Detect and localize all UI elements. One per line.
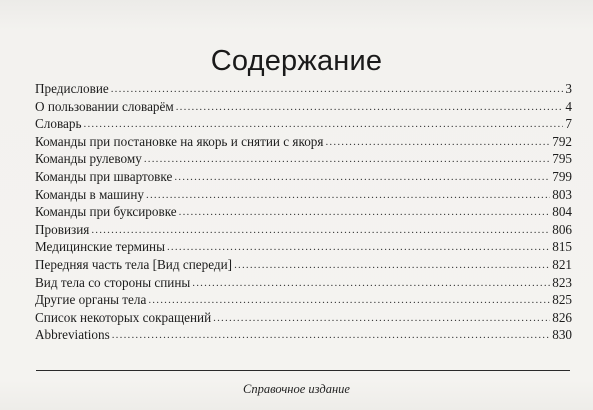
toc-entry-page-number: 826 — [552, 309, 572, 325]
toc-dot-leader — [234, 257, 550, 275]
toc-dot-leader — [84, 116, 564, 134]
toc-entry-title: Медицинские термины — [35, 239, 165, 255]
toc-entry-title: Словарь — [35, 116, 82, 132]
toc-entry-title: О пользовании словарём — [35, 98, 174, 114]
toc-entry-page-number: 804 — [552, 204, 572, 220]
toc-entry-page-number: 4 — [565, 98, 572, 114]
toc-entry-title: Предисловие — [35, 81, 109, 96]
toc-entry-title: Список некоторых сокращений — [35, 309, 212, 325]
toc-dot-leader — [192, 275, 550, 293]
toc-entry-page-number: 830 — [552, 327, 572, 343]
toc-entry — [35, 238, 572, 256]
toc-entry — [35, 256, 572, 274]
footer-imprint: Справочное издание — [243, 382, 350, 396]
toc-entry — [35, 80, 572, 98]
toc-entry-title: Команды при буксировке — [35, 204, 177, 220]
toc-entry-page-number: 795 — [552, 151, 572, 167]
toc-entry-page-number: 3 — [565, 81, 572, 96]
toc-entry-page-number: 815 — [552, 239, 572, 255]
toc-entry — [35, 326, 572, 344]
toc-entry — [35, 186, 572, 204]
toc-entry-title: Другие органы тела — [35, 292, 147, 308]
toc-entry-page-number: 821 — [552, 256, 572, 272]
toc-dot-leader — [112, 327, 551, 345]
toc-entry — [35, 203, 572, 221]
toc-entry — [35, 150, 572, 168]
toc-dot-leader — [146, 187, 550, 205]
toc-entry — [35, 98, 572, 116]
toc-dot-leader — [167, 239, 550, 257]
toc-entry — [35, 168, 572, 186]
toc-dot-leader — [213, 310, 550, 328]
toc-entry-title: Команды при постановке на якорь и снятии с якоря — [35, 133, 324, 149]
toc-entry-page-number: 7 — [565, 116, 572, 132]
toc-entry — [35, 133, 572, 151]
toc-dot-leader — [111, 81, 564, 99]
toc-dot-leader — [148, 292, 550, 310]
toc-entry-page-number: 823 — [552, 274, 572, 290]
footer-divider — [36, 370, 570, 371]
toc-entry-title: Команды рулевому — [35, 151, 142, 167]
toc-dot-leader — [176, 99, 564, 117]
toc-entry — [35, 291, 572, 309]
toc-entry-title: Провизия — [35, 221, 90, 237]
toc-entry-page-number: 825 — [552, 292, 572, 308]
toc-dot-leader — [325, 134, 550, 152]
toc-dot-leader — [174, 169, 550, 187]
toc-dot-leader — [179, 204, 551, 222]
toc-entry-title: Вид тела со стороны спины — [35, 274, 191, 290]
table-of-contents — [35, 80, 572, 344]
toc-entry — [35, 274, 572, 292]
toc-dot-leader — [91, 222, 550, 240]
toc-entry-title: Передняя часть тела [Вид спереди] — [35, 256, 233, 272]
toc-entry — [35, 221, 572, 239]
toc-entry-title: Команды в машину — [35, 186, 145, 202]
toc-dot-leader — [144, 151, 550, 169]
toc-entry-page-number: 806 — [552, 221, 572, 237]
page-title: Содержание — [210, 45, 383, 78]
toc-entry-page-number: 803 — [552, 186, 572, 202]
toc-entry-title: Команды при швартовке — [35, 168, 173, 184]
toc-entry-title: Abbreviations — [35, 327, 110, 343]
toc-entry — [35, 115, 572, 133]
toc-entry-page-number: 799 — [552, 168, 572, 184]
toc-entry — [35, 309, 572, 327]
toc-entry-page-number: 792 — [552, 133, 572, 149]
